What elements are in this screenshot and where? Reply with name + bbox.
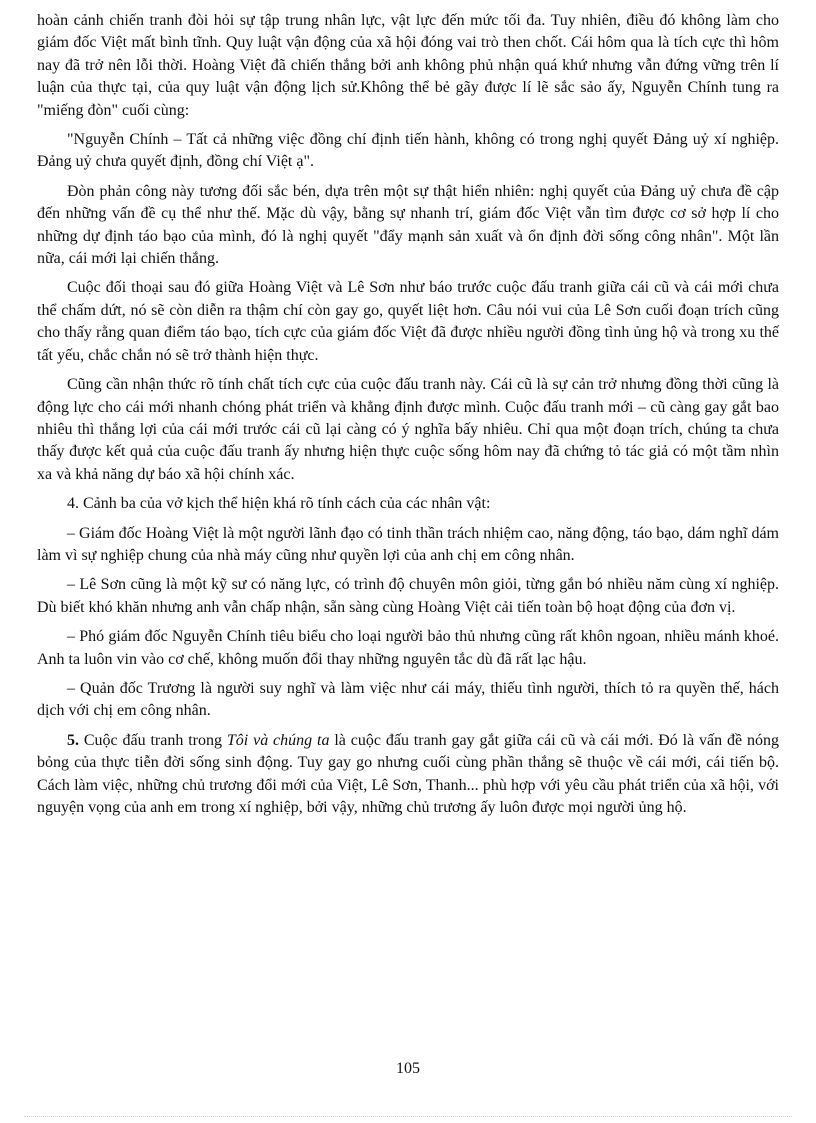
section-5-body: là cuộc đấu tranh gay gắt giữa cái cũ và cái mới. Đó là vấn đề nóng bỏng của thực tiễn đời sống sinh động. Tuy gay go nhưng cuối cùng phần thắng sẽ thuộc về cái mới, cái tiến bộ. Cách làm việc, những chủ trương đổi mới của Việt, Lê Sơn, Thanh... phù hợp với yêu cầu phát triển của xã hội, với nguyện vọng của anh em trong xí nghiệp, bởi vậy, những chủ trương ấy luôn được mọi người ủng hộ. bbox=[37, 731, 780, 816]
paragraph-le-son: – Lê Sơn cũng là một kỹ sư có năng lực, có trình độ chuyên môn giỏi, từng gắn bó nhiều năm cùng xí nghiệp. Dù biết khó khăn nhưng anh vẫn chấp nhận, sẵn sàng cùng Hoàng Việt cải tiến toàn bộ hoạt động của đơn vị. bbox=[37, 576, 779, 616]
section-5-intro: Cuộc đấu tranh trong bbox=[79, 731, 227, 749]
bottom-divider bbox=[24, 1116, 792, 1117]
play-title: Tôi và chúng ta bbox=[226, 731, 330, 749]
paragraph-dialogue: Cuộc đối thoại sau đó giữa Hoàng Việt và Lê Sơn như báo trước cuộc đấu tranh giữa cái cũ và cái mới chưa thể chấm dứt, nó sẽ còn diễn ra thậm chí còn gay go, quyết liệt hơn. Câu nói vui của Lê Sơn cuối đoạn trích cũng cho thấy rằng quan điểm táo bạo, tích cực của giám đốc Việt đã được nhiều người đồng tình ủng hộ và trong xu thế tất yếu, chắc chắn nó sẽ trở thành hiện thực. bbox=[37, 279, 779, 364]
paragraph-continuation: hoàn cảnh chiến tranh đòi hỏi sự tập trung nhân lực, vật lực đến mức tối đa. Tuy nhiên, điều đó không làm cho giám đốc Việt mất bình tĩnh. Quy luật vận động của xã hội đóng vai trò then chốt. Cái hôm qua là tích cực thì hôm nay đã trở nên lỗi thời. Hoàng Việt đã chiến thắng bởi anh không phủ nhận quá khứ nhưng vẫn đứng vững trên lí luận của thực tại, của quy luật vận động lịch sử.Không thể bẻ gãy được lí lẽ sắc sảo ấy, Nguyễn Chính tung ra "miếng đòn" cuối cùng: bbox=[37, 12, 779, 119]
paragraph-section-4-heading: 4. Cảnh ba của vở kịch thể hiện khá rõ tính cách của các nhân vật: bbox=[67, 495, 491, 513]
paragraph-quan-doc-truong: – Quản đốc Trương là người suy nghĩ và làm việc như cái máy, thiếu tình người, thích tỏ ra quyền thế, hách dịch với chị em công nhân. bbox=[37, 679, 779, 720]
body-text bbox=[37, 10, 779, 826]
paragraph-struggle-meaning: Cũng cần nhận thức rõ tính chất tích cực của cuộc đấu tranh này. Cái cũ là sự cản trở nhưng đồng thời cũng là động lực cho cái mới nhanh chóng phát triển và khẳng định được mình. Cuộc đấu tranh mới – cũ càng gay gắt bao nhiêu thì thắng lợi của cái mới trước cái cũ lại càng có ý nghĩa bấy nhiêu. Chỉ qua một đoạn trích, chúng ta chưa thấy được kết quả của cuộc đấu tranh ấy nhưng hiện thực cuộc sống hôm nay đã chứng tỏ tác giả có một tầm nhìn xa và khả năng dự báo xã hội chính xác. bbox=[37, 376, 779, 483]
paragraph-section-5 bbox=[37, 730, 779, 820]
section-5-number: 5. bbox=[67, 731, 79, 749]
paragraph-quote-nguyen-chinh: "Nguyễn Chính – Tất cả những việc đồng chí định tiến hành, không có trong nghị quyết Đảng uỷ xí nghiệp. Đảng uỷ chưa quyết định, đồng chí Việt ạ". bbox=[37, 131, 779, 171]
paragraph-counterattack: Đòn phản công này tương đối sắc bén, dựa trên một sự thật hiển nhiên: nghị quyết của Đảng uỷ chưa đề cập đến những vấn đề cụ thể như thế. Mặc dù vậy, bằng sự nhanh trí, giám đốc Việt vẫn tìm được cơ sở hợp lí cho những dự định táo bạo của mình, đó là nghị quyết "đẩy mạnh sản xuất và ổn định đời sống công nhân". Một lần nữa, cái mới lại chiến thắng. bbox=[37, 182, 779, 268]
page-number: 105 bbox=[396, 1060, 420, 1077]
paragraph-nguyen-chinh: – Phó giám đốc Nguyễn Chính tiêu biểu cho loại người bảo thủ nhưng cũng rất khôn ngoan, nhiều mánh khoé. Anh ta luôn vin vào cơ chế, không muốn đổi thay những nguyên tắc dù đã rất lạc hậu. bbox=[37, 628, 779, 668]
paragraph-hoang-viet: – Giám đốc Hoàng Việt là một người lãnh đạo có tinh thần trách nhiệm cao, năng động, táo bạo, dám nghĩ dám làm vì sự nghiệp chung của nhà máy cũng như quyền lợi của anh chị em công nhân. bbox=[37, 524, 779, 564]
